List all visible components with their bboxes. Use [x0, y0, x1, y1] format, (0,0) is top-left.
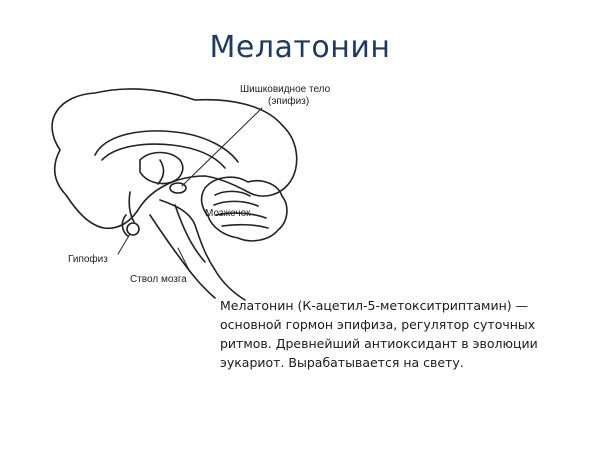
label-brainstem: Ствол мозга: [130, 274, 187, 285]
label-cerebellum: Мозжечок: [205, 208, 251, 219]
slide-title: Мелатонин: [209, 30, 391, 65]
corpus-callosum: [95, 131, 238, 162]
label-pineal-epiphysis: (эпифиз): [268, 96, 310, 107]
melatonin-description: Мелатонин (К-ацетил-5-метокситриптамин) — основной гормон эпифиза, регулятор суточных ритмов. Древнейший антиоксидант в эволюции эукариот. Вырабатывается на свету.: [220, 298, 538, 370]
brain-diagram: [0, 70, 600, 310]
pituitary-pointer: [118, 234, 130, 254]
pineal-pointer: [182, 108, 262, 186]
label-pituitary: Гипофиз: [68, 254, 108, 265]
brainstem-pointer: [178, 248, 190, 272]
label-pineal-body: Шишковидное тело: [240, 84, 331, 95]
pituitary-gland: [127, 223, 139, 235]
